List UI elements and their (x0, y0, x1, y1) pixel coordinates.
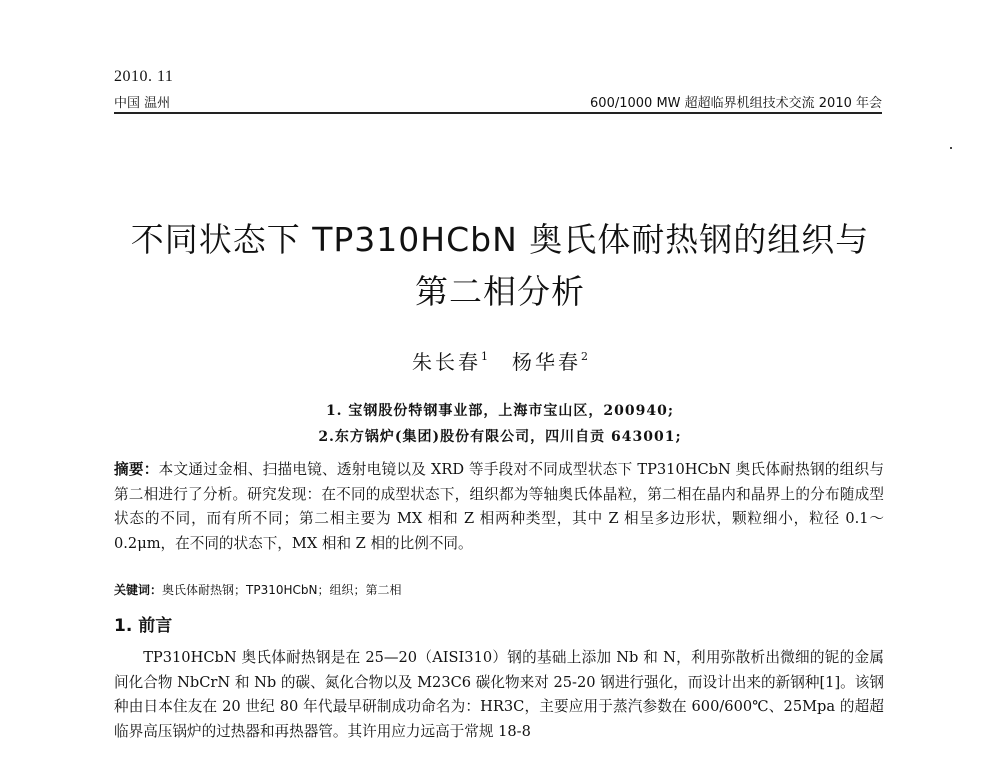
keywords-label: 关键词： (114, 583, 163, 597)
author-affiliation-mark: 2 (581, 350, 588, 363)
running-header (114, 92, 882, 112)
abstract (114, 458, 884, 556)
abstract-text: 本文通过金相、扫描电镜、透射电镜以及 XRD 等手段对不同成型状态下 TP310HCbN 奥氏体耐热钢的组织与第二相进行了分析。研究发现：在不同的成型状态下，组织都为等轴奥氏体晶粒，第二相在晶内和晶界上的分布随成型状态的不同，而有所不同；第二相主要为 MX 相和 Z 相两种类型，其中 Z 相呈多边形状，颗粒细小，粒径 0.1～0.2μm，在不同的状态下，MX 相和 Z 相的比例不同。 (114, 461, 884, 552)
affiliation-1: 1. 宝钢股份特钢事业部，上海市宝山区，200940; (325, 403, 675, 419)
affiliation-2: 2.东方锅炉(集团)股份有限公司，四川自贡 643001; (318, 429, 682, 445)
keywords (114, 581, 884, 598)
author-list (100, 346, 900, 375)
keywords-text: 奥氏体耐热钢；TP310HCbN；组织；第二相 (162, 583, 402, 597)
author-affiliation-mark: 1 (481, 350, 488, 363)
author-name: 杨华春 (512, 350, 581, 374)
title-line-1: 不同状态下 TP310HCbN 奥氏体耐热钢的组织与 (130, 220, 870, 259)
header-date: 2010. 11 (114, 68, 174, 85)
header-location: 中国 温州 (114, 96, 171, 111)
paper-title (100, 214, 900, 318)
section-heading: 1. 前言 (114, 616, 173, 636)
header-conference: 600/1000 MW 超超临界机组技术交流 2010 年会 (590, 96, 882, 111)
abstract-label: 摘要： (114, 461, 159, 478)
scan-speck (950, 147, 952, 149)
header-rule (114, 112, 882, 114)
intro-paragraph: TP310HCbN 奥氏体耐热钢是在 25—20（AISI310）钢的基础上添加 Nb 和 N，利用弥散析出微细的铌的金属间化合物 NbCrN 和 Nb 的碳、氮化合物以及 M23C6 碳化物来对 25-20 钢进行强化，而设计出来的新钢种[1]。该钢种由日本住友在 20 世纪 80 年代最早研制成功命名为：HR3C，主要应用于蒸汽参数在 600/600℃、25Mpa 的超超临界高压锅炉的过热器和再热器管。其许用应力远高于常规 18-8 (114, 649, 884, 740)
author-name: 朱长春 (412, 350, 481, 374)
title-line-2: 第二相分析 (415, 272, 585, 311)
